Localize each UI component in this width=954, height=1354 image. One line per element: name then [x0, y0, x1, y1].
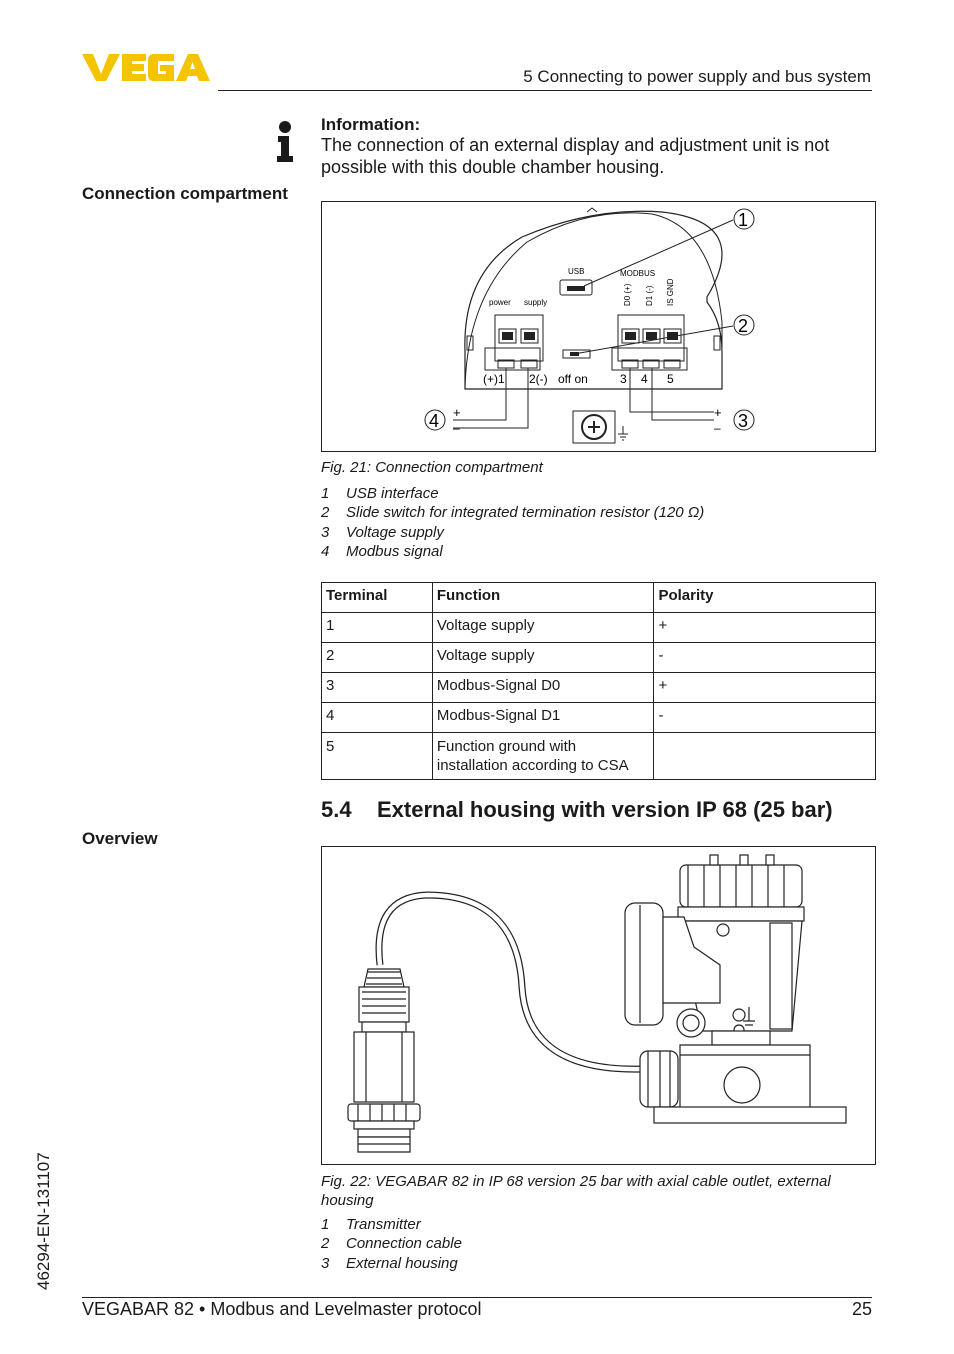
vega-logo [82, 50, 212, 84]
modbus-terminal-block [612, 315, 687, 370]
switch-label: off on [558, 372, 588, 386]
table-header-row [322, 583, 876, 613]
page-number: 25 [851, 1299, 872, 1319]
side-label-overview: Overview [82, 829, 158, 848]
label-d1: D1 (-) [645, 285, 654, 306]
footer-rule [82, 1297, 872, 1298]
terminal-4-label: 4 [641, 372, 648, 386]
label-isgnd: IS GND [666, 278, 675, 306]
running-header: 5 Connecting to power supply and bus system [523, 67, 871, 86]
legend-item: 3 Voltage supply [321, 523, 444, 541]
info-title: Information: [321, 115, 421, 134]
terminal-1-label: (+)1 [483, 372, 505, 386]
side-label-connection: Connection compartment [82, 184, 288, 203]
info-body: The connection of an external display and adjustment unit is not possible with this double chamber housing. [321, 135, 830, 177]
terminal-2-label: 2(-) [529, 372, 548, 386]
transmitter [348, 969, 420, 1152]
callout-1-text: 1 [738, 210, 749, 230]
footer-title: VEGABAR 82 • Modbus and Levelmaster protocol [82, 1299, 482, 1319]
figure-22-legend [321, 1215, 462, 1273]
plus-left: + [453, 405, 461, 420]
header-rule [218, 90, 872, 91]
column-header: Terminal [322, 583, 433, 613]
table-row: 2 Voltage supply - [322, 643, 876, 673]
minus-right: – [714, 421, 721, 435]
figure-21-caption: Fig. 21: Connection compartment [321, 459, 543, 476]
ground-screw-icon [573, 411, 628, 443]
table-row: 5 Function ground with installation according to CSA [322, 733, 876, 780]
figure-21-legend [321, 484, 704, 561]
external-housing [625, 855, 846, 1123]
info-icon [274, 120, 296, 164]
callout-4-text: 4 [429, 411, 440, 431]
label-usb: USB [568, 267, 585, 276]
terminal-table [321, 582, 876, 780]
table-row: 4 Modbus-Signal D1 - [322, 703, 876, 733]
callout-line-1 [584, 220, 733, 286]
callout-line-2 [574, 326, 733, 354]
terminal-5-label: 5 [667, 372, 674, 386]
table-row: 3 Modbus-Signal D0 + [322, 673, 876, 703]
callout-2-text: 2 [738, 316, 749, 336]
plus-right: + [714, 405, 722, 420]
section-number: 5.4 [321, 797, 352, 822]
legend-item: 3 External housing [321, 1254, 458, 1272]
callout-3-text: 3 [738, 411, 749, 431]
section-heading [321, 797, 833, 823]
legend-item: 1 Transmitter [321, 1216, 421, 1233]
legend-item: 2 Slide switch for integrated termination resistor (120 Ω) [321, 504, 705, 522]
label-power: power [489, 298, 511, 307]
legend-item: 1 USB interface [321, 485, 439, 502]
column-header: Function [432, 583, 654, 613]
column-header: Polarity [654, 583, 876, 613]
connection-compartment-figure [321, 201, 876, 452]
power-terminal-block [485, 315, 543, 370]
label-supply: supply [524, 298, 548, 307]
table-row: 1 Voltage supply + [322, 613, 876, 643]
section-title: External housing with version IP 68 (25 bar) [377, 797, 833, 822]
figure-22-caption: Fig. 22: VEGABAR 82 in IP 68 version 25 bar with axial cable outlet, external housing [321, 1173, 831, 1209]
external-housing-figure [321, 846, 876, 1165]
legend-item: 2 Connection cable [321, 1235, 462, 1253]
terminal-3-label: 3 [620, 372, 627, 386]
minus-left: – [453, 421, 460, 435]
label-d0: D0 (+) [623, 283, 632, 306]
label-modbus: MODBUS [620, 269, 656, 278]
document-id: 46294-EN-131107 [34, 1152, 53, 1290]
connection-cable [379, 895, 642, 1069]
legend-item: 4 Modbus signal [321, 542, 443, 560]
